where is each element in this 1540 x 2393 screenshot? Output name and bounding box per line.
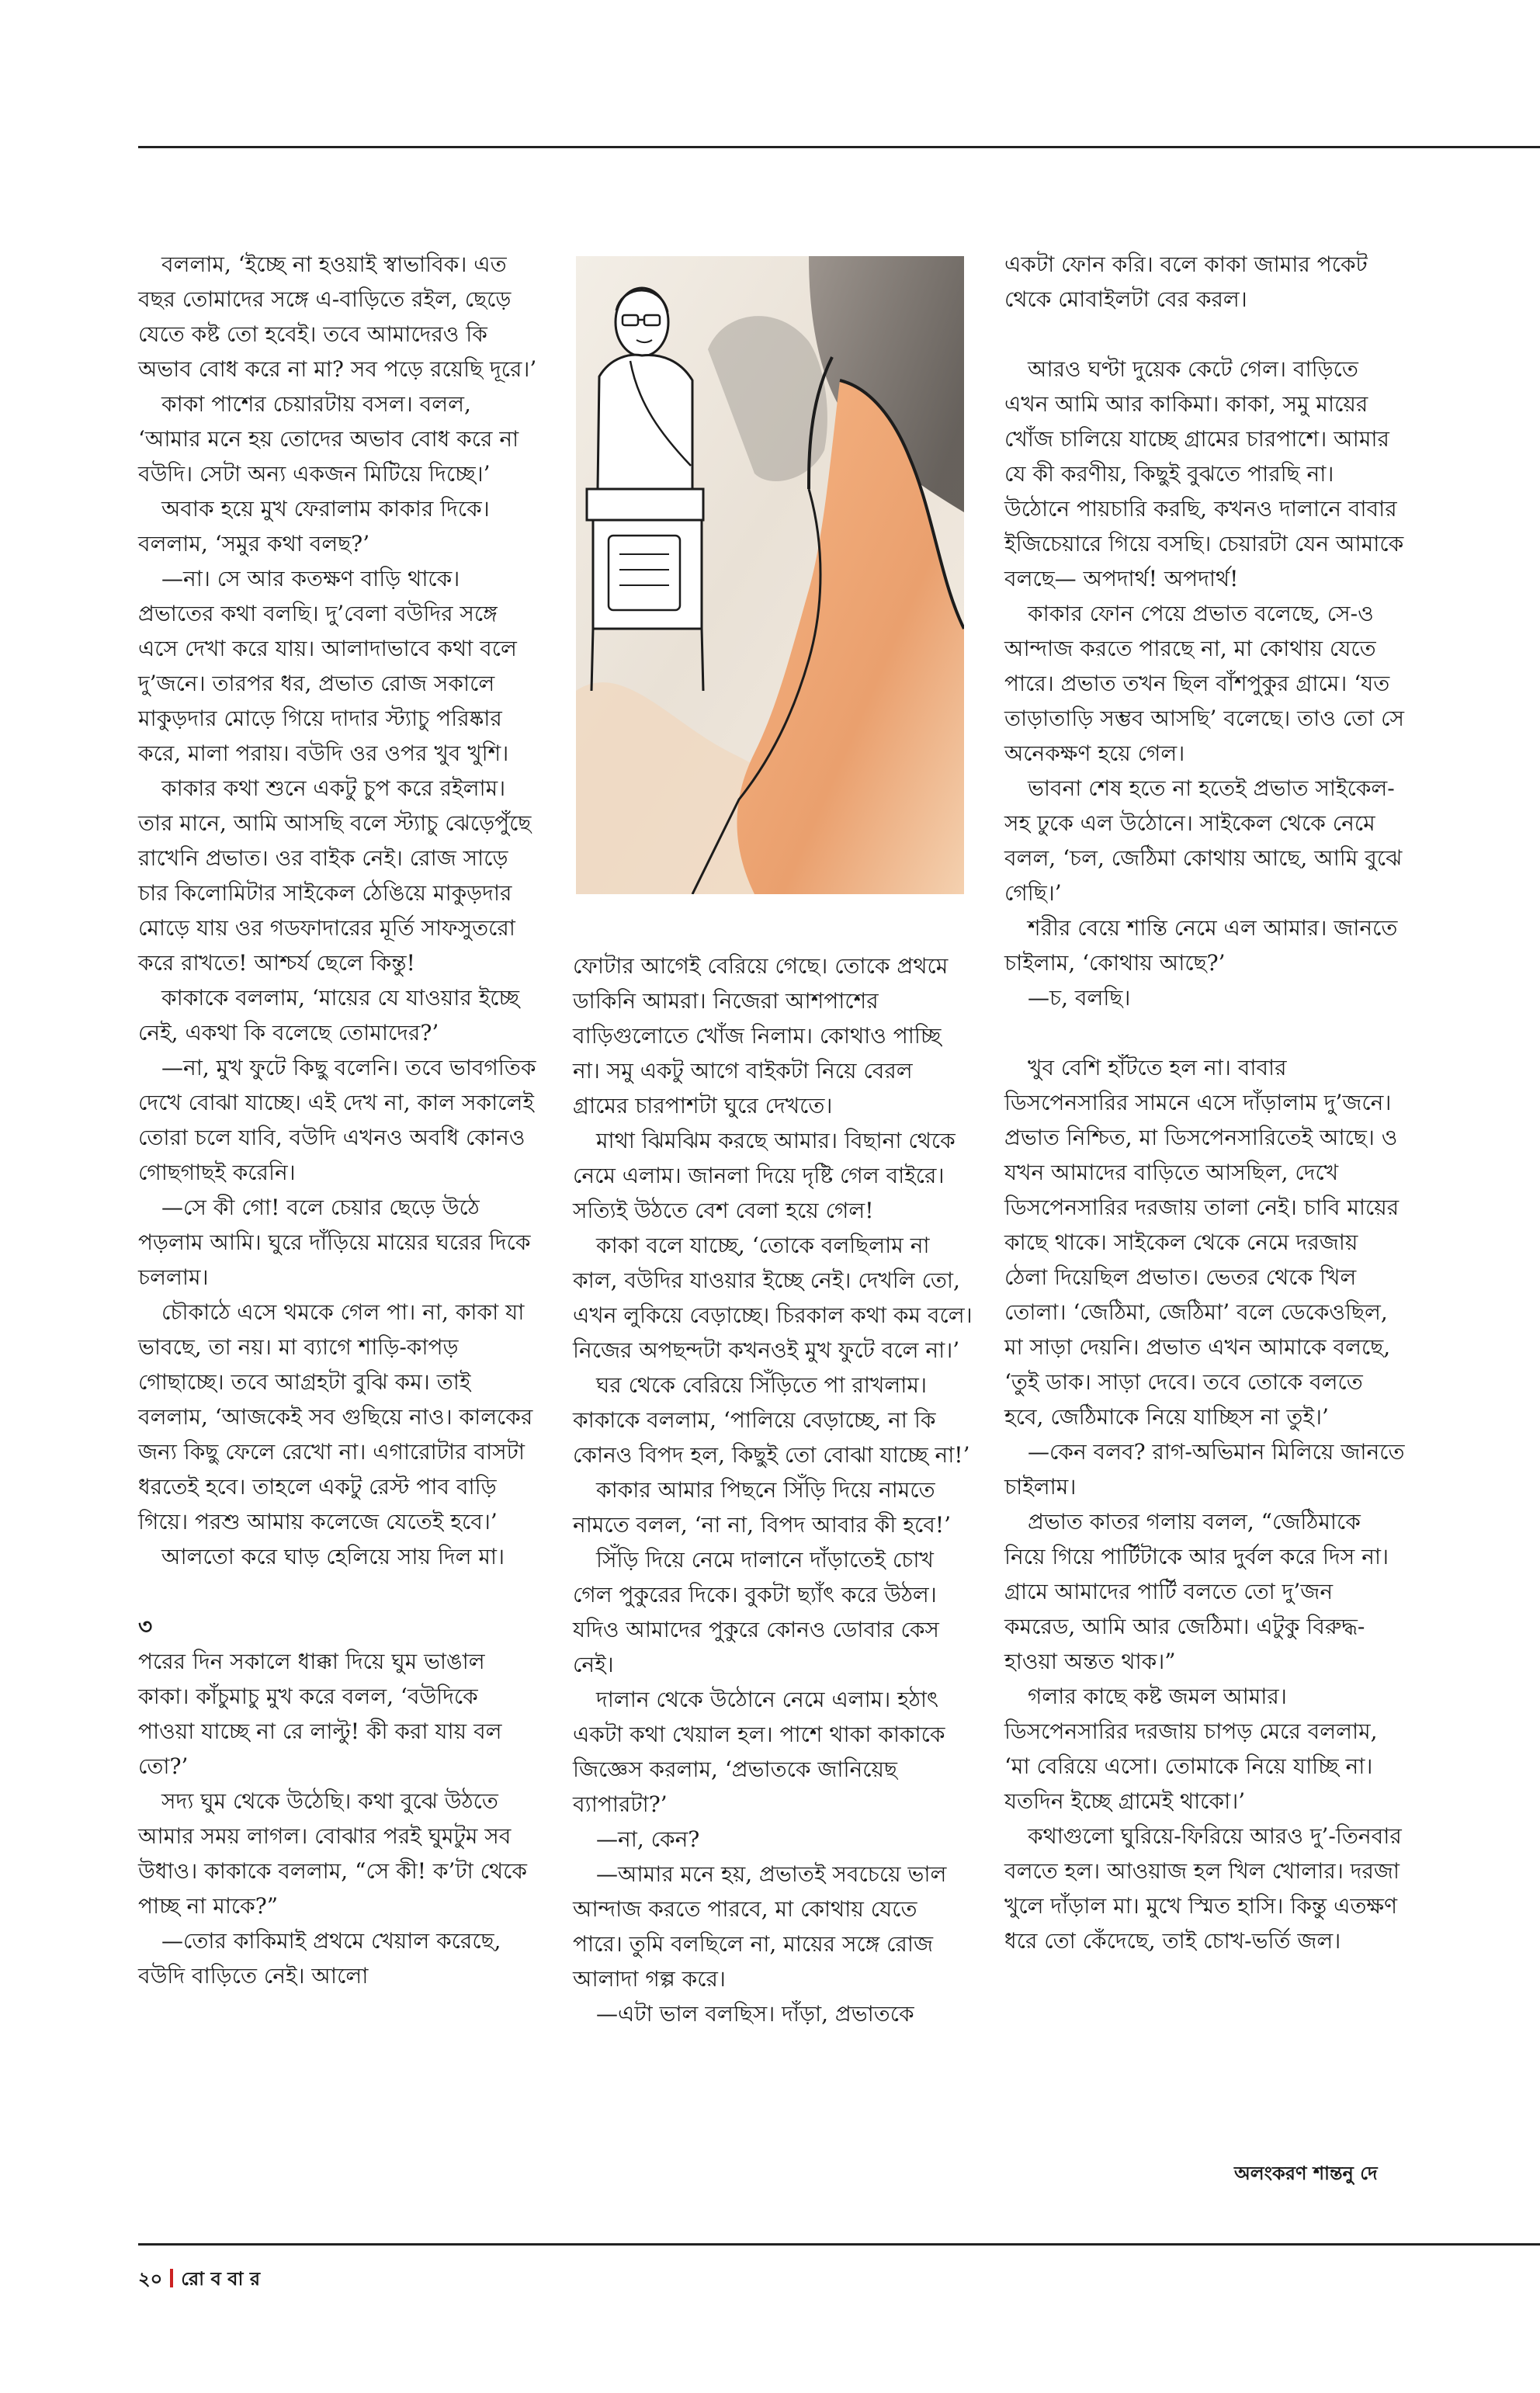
illustration-art [576,256,964,894]
paragraph: ফোটার আগেই বেরিয়ে গেছে। তোকে প্রথমে ডাকিনি আমরা। নিজেরা আশপাশের বাড়িগুলোতে খোঁজ নিলাম। কোথাও পাচ্ছি না। সমু একটু আগে বাইকটা নিয়ে বেরল গ্রামের চারপাশটা ঘুরে দেখতে। [573,953,949,1118]
paragraph: —চ, বলছি। [1028,985,1131,1011]
paragraph: ঘর থেকে বেরিয়ে সিঁড়িতে পা রাখলাম। কাকাকে বললাম, ‘পালিয়ে বেড়াচ্ছে, না কি কোনও বিপদ হল, কিছুই তো বোঝা যাচ্ছে না!’ [573,1372,970,1468]
page-number: ২০ [138,2267,163,2290]
folio [138,2265,260,2296]
paragraph: —আমার মনে হয়, প্রভাতই সবচেয়ে ভাল আন্দাজ করতে পারবে, মা কোথায় যেতে পারে। তুমি বলছিলে না, মায়ের সঙ্গে রোজ আলাদা গল্প করে। [573,1861,947,1992]
text-column-2 [573,949,973,2031]
paragraph: কাকার কথা শুনে একটু চুপ করে রইলাম। তার মানে, আমি আসছি বলে স্ট্যাচু ঝেড়েপুঁছে রাখেনি প্রভাত। ওর বাইক নেই। রোজ সাড়ে চার কিলোমিটার সাইকেল ঠেঙিয়ে মাকুড়দার মোড়ে যায় ওর গডফাদারের মূর্তি সাফসুতরো করে রাখতে! আশ্চর্য ছেলে কিন্তু! [138,775,532,976]
paragraph: একটা ফোন করি। বলে কাকা জামার পকেট থেকে মোবাইলটা বের করল। [1004,251,1368,312]
paragraph: কাকাকে বললাম, ‘মায়ের যে যাওয়ার ইচ্ছে নেই, একথা কি বলেছে তোমাদের?’ [138,985,520,1046]
paragraph: দালান থেকে উঠোনে নেমে এলাম। হঠাৎ একটা কথা খেয়াল হল। পাশে থাকা কাকাকে জিজ্ঞেস করলাম, ‘প্রভাতকে জানিয়েছ ব্যাপারটা?’ [573,1687,945,1817]
paragraph: অবাক হয়ে মুখ ফেরালাম কাকার দিকে। বললাম, ‘সমুর কথা বলছ?’ [138,496,490,557]
paragraph: প্রভাত কাতর গলায় বলল, “জেঠিমাকে নিয়ে গিয়ে পার্টিটাকে আর দুর্বল করে দিস না। গ্রামে আমাদের পার্টি বলতে তো দু’জন কমরেড, আমি আর জেঠিমা। এটুকু বিরুদ্ধ-হাওয়া অন্তত থাক।” [1004,1509,1389,1674]
bottom-rule [138,2243,1540,2246]
paragraph: ৩ [138,1614,153,1639]
paragraph: ভাবনা শেষ হতে না হতেই প্রভাত সাইকেল-সহ ঢুকে এল উঠোনে। সাইকেল থেকে নেমে বলল, ‘চল, জেঠিমা কোথায় আছে, আমি বুঝে গেছি।’ [1004,775,1403,906]
paragraph: পরের দিন সকালে ধাক্কা দিয়ে ঘুম ভাঙাল কাকা। কাঁচুমাচু মুখ করে বলল, ‘বউদিকে পাওয়া যাচ্ছে না রে লাল্টু! কী করা যায় বল তো?’ [138,1649,502,1779]
paragraph: —না। সে আর কতক্ষণ বাড়ি থাকে। প্রভাতের কথা বলছি। দু’বেলা বউদির সঙ্গে এসে দেখা করে যায়। আলাদাভাবে কথা বলে দু’জনে। তারপর ধর, প্রভাত রোজ সকালে মাকুড়দার মোড়ে গিয়ে দাদার স্ট্যাচু পরিষ্কার করে, মালা পরায়। বউদি ওর ওপর খুব খুশি। [138,566,517,766]
illustration [576,256,964,894]
paragraph: খুব বেশি হাঁটতে হল না। বাবার ডিসপেনসারির সামনে এসে দাঁড়ালাম দু’জনে। প্রভাত নিশ্চিত, মা ডিসপেনসারিতেই আছে। ও যখন আমাদের বাড়িতে আসছিল, দেখে ডিসপেনসারির দরজায় তালা নেই। চাবি মায়ের কাছে থাকে। সাইকেল থেকে নেমে দরজায় ঠেলা দিয়েছিল প্রভাত। ভেতর থেকে খিল তোলা। ‘জেঠিমা, জেঠিমা’ বলে ডেকেওছিল, মা সাড়া দেয়নি। প্রভাত এখন আমাকে বলছে, ‘তুই ডাক। সাড়া দেবে। তবে তোকে বলতে হবে, জেঠিমাকে নিয়ে যাচ্ছিস না তুই।’ [1004,1055,1400,1430]
paragraph: কাকার আমার পিছনে সিঁড়ি দিয়ে নামতে নামতে বলল, ‘না না, বিপদ আবার কী হবে!’ [573,1477,951,1538]
paragraph: বললাম, ‘ইচ্ছে না হওয়াই স্বাভাবিক। এত বছর তোমাদের সঙ্গে এ-বাড়িতে রইল, ছেড়ে যেতে কষ্ট তো হবেই। তবে আমাদেরও কি অভাব বোধ করে না মা? সব পড়ে রয়েছি দূরে।’ [138,251,537,382]
paragraph: চৌকাঠে এসে থমকে গেল পা। না, কাকা যা ভাবছে, তা নয়। মা ব্যাগে শাড়ি-কাপড় গোছাচ্ছে। তবে আগ্রহটা বুঝি কম। তাই বললাম, ‘আজকেই সব গুছিয়ে নাও। কালকের জন্য কিছু ফেলে রেখো না। এগারোটার বাসটা ধরতেই হবে। তাহলে একটু রেস্ট পাব বাড়ি গিয়ে। পরশু আমায় কলেজে যেতেই হবে।’ [138,1299,533,1535]
text-column-3 [1004,247,1405,1958]
paragraph: সিঁড়ি দিয়ে নেমে দালানে দাঁড়াতেই চোখ গেল পুকুরের দিকে। বুকটা ছ্যাঁৎ করে উঠল। যদিও আমাদের পুকুরে কোনও ডোবার কেস নেই। [573,1547,939,1677]
paragraph: আরও ঘণ্টা দুয়েক কেটে গেল। বাড়িতে এখন আমি আর কাকিমা। কাকা, সমু মায়ের খোঁজ চালিয়ে যাচ্ছে গ্রামের চারপাশে। আমার যে কী করণীয়, কিছুই বুঝতে পারছি না। উঠোনে পায়চারি করছি, কখনও দালানে বাবার ইজিচেয়ারে গিয়ে বসছি। চেয়ারটা যেন আমাকে বলছে— অপদার্থ! অপদার্থ! [1004,356,1404,591]
paragraph: গলার কাছে কষ্ট জমল আমার। ডিসপেনসারির দরজায় চাপড় মেরে বললাম, ‘মা বেরিয়ে এসো। তোমাকে নিয়ে যাচ্ছি না। যতদিন ইচ্ছে গ্রামেই থাকো।’ [1004,1684,1378,1814]
paragraph: —কেন বলব? রাগ-অভিমান মিলিয়ে জানতে চাইলাম। [1004,1439,1405,1500]
paragraph: আলতো করে ঘাড় হেলিয়ে সায় দিল মা। [161,1544,505,1569]
paragraph: —সে কী গো! বলে চেয়ার ছেড়ে উঠে পড়লাম আমি। ঘুরে দাঁড়িয়ে মায়ের ঘরের দিকে চললাম। [138,1195,531,1290]
paragraph: কথাগুলো ঘুরিয়ে-ফিরিয়ে আরও দু’-তিনবার বলতে হল। আওয়াজ হল খিল খোলার। দরজা খুলে দাঁড়াল মা। মুখে স্মিত হাসি। কিন্তু এতক্ষণ ধরে তো কেঁদেছে, তাই চোখ-ভর্তি জল। [1004,1823,1402,1954]
folio-divider [170,2269,173,2287]
paragraph: —এটা ভাল বলছিস। দাঁড়া, প্রভাতকে [596,2001,914,2027]
paragraph: কাকা পাশের চেয়ারটায় বসল। বলল, ‘আমার মনে হয় তোদের অভাব বোধ করে না বউদি। সেটা অন্য একজন মিটিয়ে দিচ্ছে।’ [138,391,519,487]
paragraph: কাকা বলে যাচ্ছে, ‘তোকে বলছিলাম না কাল, বউদির যাওয়ার ইচ্ছে নেই। দেখলি তো, এখন লুকিয়ে বেড়াচ্ছে। চিরকাল কথা কম বলে। নিজের অপছন্দটা কখনওই মুখ ফুটে বলে না।’ [573,1233,973,1363]
illustration-credit: অলংকরণ শান্তনু দে [1234,2162,1378,2184]
paragraph: কাকার ফোন পেয়ে প্রভাত বলেছে, সে-ও আন্দাজ করতে পারছে না, মা কোথায় যেতে পারে। প্রভাত তখন ছিল বাঁশপুকুর গ্রামে। ‘যত তাড়াতাড়ি সম্ভব আসছি’ বলেছে। তাও তো সে অনেকক্ষণ হয়ে গেল। [1004,601,1405,766]
paragraph: সদ্য ঘুম থেকে উঠেছি। কথা বুঝে উঠতে আমার সময় লাগল। বোঝার পরই ঘুমটুম সব উধাও। কাকাকে বললাম, “সে কী! ক’টা থেকে পাচ্ছ না মাকে?” [138,1788,528,1919]
paragraph: —তোর কাকিমাই প্রথমে খেয়াল করেছে, বউদি বাড়িতে নেই। আলো [138,1928,501,1989]
text-column-1 [138,247,539,1993]
paragraph: —না, কেন? [596,1826,700,1852]
paragraph: —না, মুখ ফুটে কিছু বলেনি। তবে ভাবগতিক দেখে বোঝা যাচ্ছে। এই দেখ না, কাল সকালেই তোরা চলে যাবি, বউদি এখনও অবধি কোনও গোছগাছই করেনি। [138,1055,536,1185]
magazine-name: রো ব বা র [181,2267,261,2290]
paragraph: শরীর বেয়ে শান্তি নেমে এল আমার। জানতে চাইলাম, ‘কোথায় আছে?’ [1004,915,1398,976]
top-rule [138,146,1540,148]
paragraph: মাথা ঝিমঝিম করছে আমার। বিছানা থেকে নেমে এলাম। জানলা দিয়ে দৃষ্টি গেল বাইরে। সত্যিই উঠতে বেশ বেলা হয়ে গেল! [573,1128,956,1223]
